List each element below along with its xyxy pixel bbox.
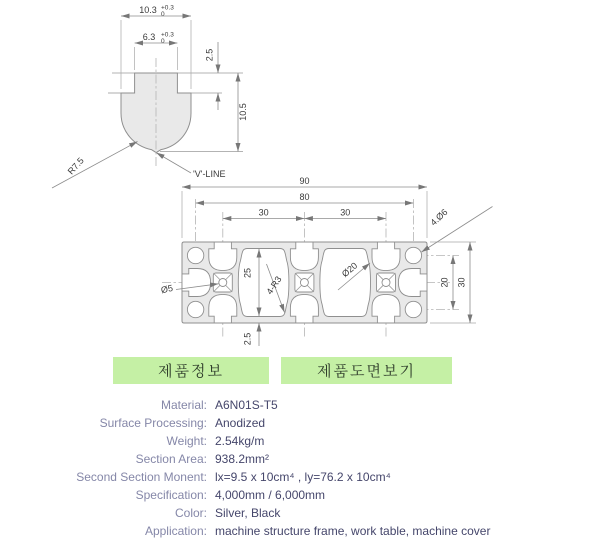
spec-list: [0, 396, 600, 540]
spec-row-weight: [0, 432, 600, 450]
dim-overall-width: 90: [299, 176, 310, 186]
spec-row-material: [0, 396, 600, 414]
spec-label: Material:: [160, 398, 207, 412]
spec-value: 4,000mm / 6,000mm: [215, 488, 326, 502]
spec-value: Silver, Black: [215, 506, 281, 520]
spec-value: Anodized: [215, 416, 266, 430]
spec-label: Section Area:: [135, 452, 207, 466]
slot-detail-view: [52, 5, 248, 189]
label-slot-radius: R7.5: [65, 155, 86, 177]
screw-boss: [213, 273, 232, 292]
dim-slot-inner-tol-minus: 0: [161, 38, 165, 45]
screw-boss: [295, 273, 314, 292]
spec-label: Second Section Monent:: [76, 470, 207, 484]
dim-slot-inner-tol-plus: +0.3: [161, 31, 174, 39]
dim-pitch-1: 30: [258, 207, 269, 218]
spec-value: 938.2mm²: [215, 452, 270, 466]
label-vline: 'V'-LINE: [193, 169, 226, 179]
label-fillet: 4-R3: [264, 274, 284, 297]
dim-overall-height: 30: [456, 277, 467, 288]
tab-product-drawing[interactable]: 제품도면보기: [281, 357, 452, 384]
label-cavity-diameter: Ø20: [339, 260, 360, 280]
spec-label: Weight:: [166, 434, 207, 448]
spec-label: Specification:: [135, 488, 207, 502]
screw-boss: [377, 273, 396, 292]
spec-row-application: [0, 522, 600, 540]
spec-value: 2.54kg/m: [215, 434, 265, 448]
spec-value: lx=9.5 x 10cm⁴ , ly=76.2 x 10cm⁴: [215, 470, 391, 484]
spec-row-color: [0, 504, 600, 522]
spec-row-specification: [0, 486, 600, 504]
label-center-hole: Ø5: [159, 282, 174, 296]
profile-section-view: [160, 176, 493, 346]
dim-slot-neck-depth: 2.5: [204, 48, 215, 62]
dim-hole-span: 80: [299, 192, 310, 202]
spec-row-second-moment: [0, 468, 600, 486]
tab-product-info[interactable]: 제품정보: [113, 357, 269, 384]
dim-hole-vspan: 20: [439, 277, 450, 288]
dim-slot-outer-tol-plus: +0.3: [161, 4, 174, 12]
spec-label: Application:: [144, 524, 207, 538]
dim-slot-outer-tol-minus: 0: [161, 11, 165, 18]
spec-label: Color:: [174, 506, 207, 520]
dim-slot-inner-width: 6.3: [142, 32, 156, 42]
spec-row-surface: [0, 414, 600, 432]
spec-value: machine structure frame, work table, machine cover: [215, 524, 491, 538]
spec-value: A6N01S-T5: [215, 398, 278, 412]
dim-cavity-height: 25: [242, 267, 253, 279]
dim-bottom-wall: 2.5: [242, 332, 253, 346]
dim-slot-outer-width: 10.3: [139, 5, 157, 15]
dim-slot-total-depth: 10.5: [238, 103, 248, 121]
label-corner-holes: 4.Ø6: [428, 206, 450, 228]
spec-label: Surface Processing:: [99, 416, 207, 430]
spec-row-section-area: [0, 450, 600, 468]
dim-pitch-2: 30: [340, 207, 351, 218]
